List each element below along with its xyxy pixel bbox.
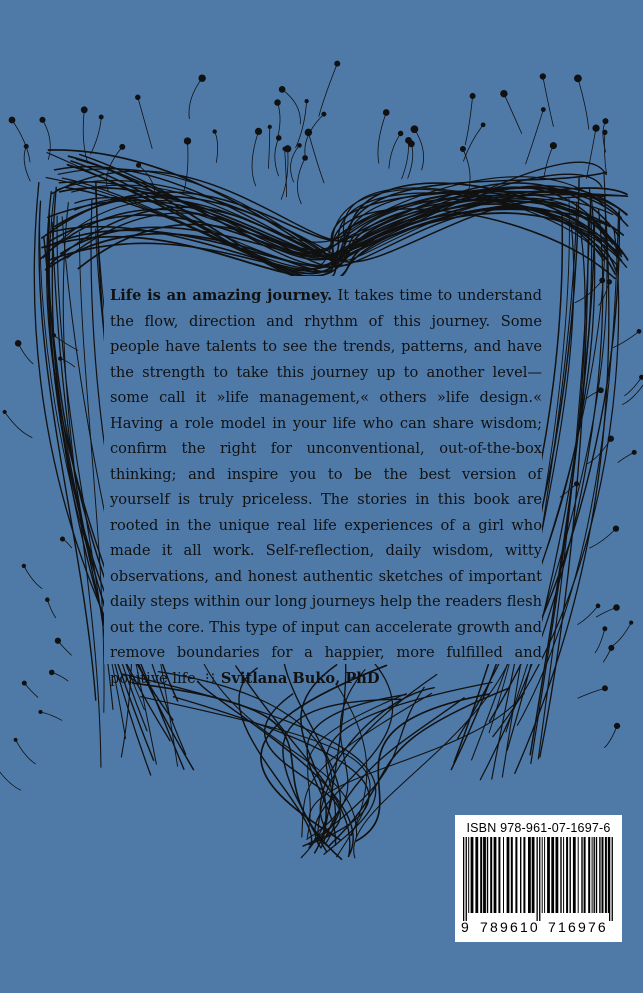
isbn-label: ISBN 978-961-07-1697-6 — [466, 821, 611, 835]
barcode-lead-digit: 9 — [461, 919, 469, 935]
blurb-author: Svitlana Buko, PhD — [220, 669, 380, 687]
isbn-barcode — [455, 815, 622, 942]
barcode-bars — [463, 837, 614, 921]
barcode-left-digits: 789610 — [480, 919, 540, 935]
blurb-lead: Life is an amazing journey. — [110, 287, 333, 304]
back-cover-blurb — [110, 283, 542, 691]
separator-mark: ⁝⁝ — [205, 669, 217, 687]
barcode-right-digits: 716976 — [548, 919, 608, 935]
blurb-body: It takes time to understand the flow, direction and rhythm of this journey. Some people have talents to see the trends, patterns, and have the strength to take this journey up to another level—some call it »life management,« others »life design.« Having a role model in your life who can share wisdom; confirm the right for unconventional, out-of-the-box thinking; and inspire you to be the best version of yourself is truly priceless. The stories in this book are rooted in the unique real life experiences of a girl who made it all work. Self-reflection, daily wisdom, witty observations, and honest authentic sketches of important daily steps within our long journeys help the readers flesh out the core. This type of input can accelerate growth and remove boundaries for a happier, more fulfilled and positive life. — [110, 287, 542, 687]
